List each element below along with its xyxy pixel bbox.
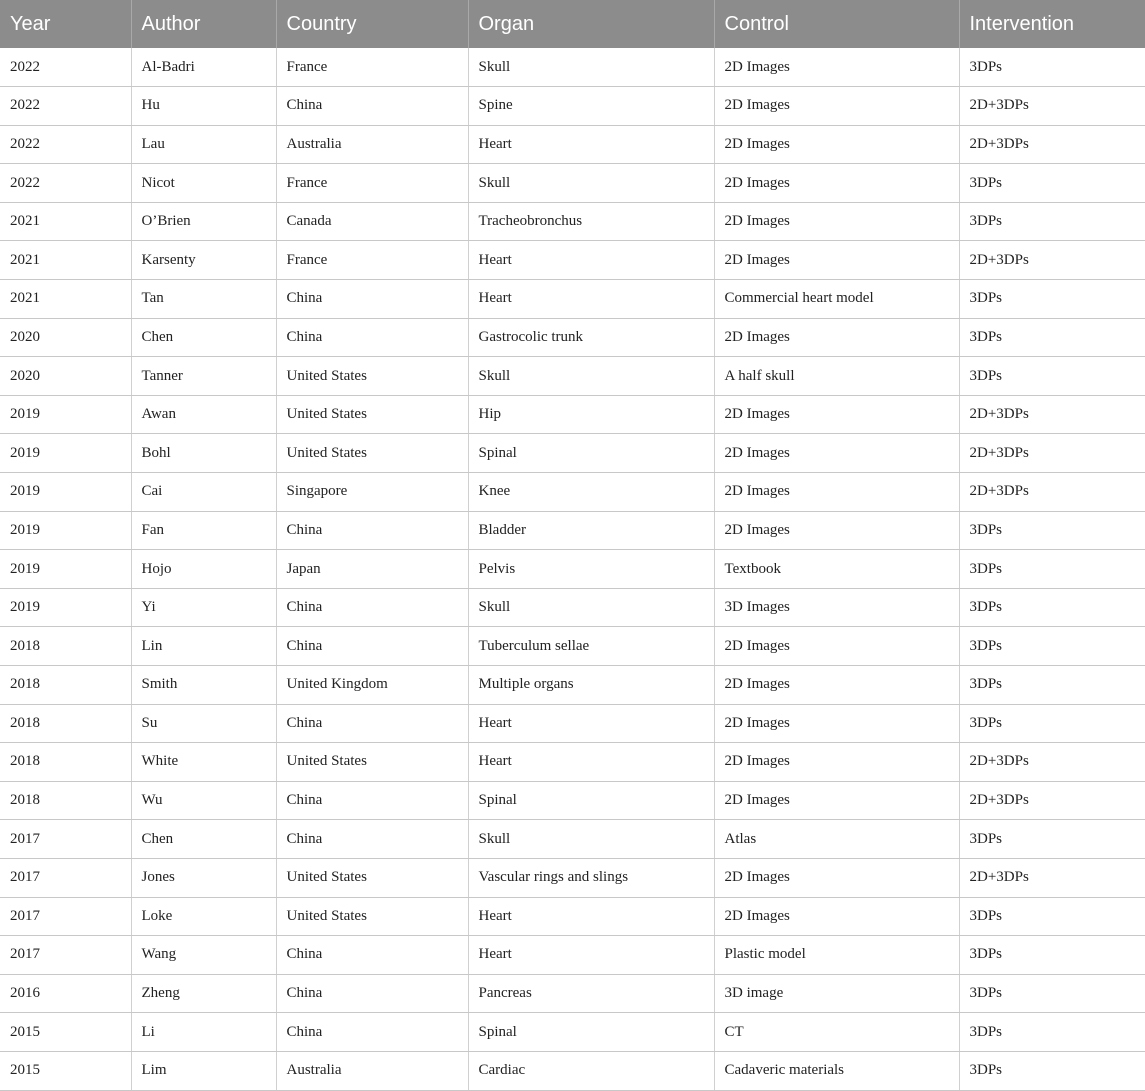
table-row (0, 1013, 1145, 1052)
table-row (0, 897, 1145, 936)
cell-intervention: 2D+3DPs (959, 434, 1145, 473)
cell-control: 2D Images (714, 781, 959, 820)
cell-control: Atlas (714, 820, 959, 859)
table-row (0, 666, 1145, 705)
cell-author: Wang (131, 936, 276, 975)
cell-intervention: 3DPs (959, 1013, 1145, 1052)
cell-author: Cai (131, 473, 276, 512)
cell-year: 2016 (0, 974, 131, 1013)
cell-organ: Skull (468, 48, 714, 87)
header-country: Country (276, 0, 468, 48)
cell-control: A half skull (714, 357, 959, 396)
cell-organ: Spine (468, 87, 714, 126)
cell-intervention: 3DPs (959, 588, 1145, 627)
table-row (0, 858, 1145, 897)
header-control: Control (714, 0, 959, 48)
table-row (0, 473, 1145, 512)
cell-intervention: 3DPs (959, 164, 1145, 203)
cell-organ: Bladder (468, 511, 714, 550)
cell-author: Karsenty (131, 241, 276, 280)
table-row (0, 550, 1145, 589)
cell-author: Bohl (131, 434, 276, 473)
table-row (0, 743, 1145, 782)
table-row (0, 164, 1145, 203)
cell-author: Jones (131, 858, 276, 897)
cell-organ: Skull (468, 588, 714, 627)
cell-intervention: 2D+3DPs (959, 858, 1145, 897)
cell-country: France (276, 48, 468, 87)
table-row (0, 1051, 1145, 1090)
cell-intervention: 2D+3DPs (959, 473, 1145, 512)
cell-year: 2018 (0, 627, 131, 666)
cell-intervention: 3DPs (959, 550, 1145, 589)
cell-organ: Cardiac (468, 1051, 714, 1090)
cell-year: 2018 (0, 666, 131, 705)
cell-country: Japan (276, 550, 468, 589)
cell-country: China (276, 704, 468, 743)
table-row (0, 434, 1145, 473)
cell-author: Chen (131, 318, 276, 357)
cell-author: Hu (131, 87, 276, 126)
cell-year: 2018 (0, 781, 131, 820)
cell-year: 2021 (0, 202, 131, 241)
cell-control: 2D Images (714, 666, 959, 705)
cell-country: United States (276, 434, 468, 473)
cell-intervention: 3DPs (959, 936, 1145, 975)
cell-year: 2019 (0, 434, 131, 473)
cell-organ: Spinal (468, 781, 714, 820)
cell-year: 2015 (0, 1051, 131, 1090)
cell-country: Singapore (276, 473, 468, 512)
cell-author: Lin (131, 627, 276, 666)
table-row (0, 125, 1145, 164)
cell-organ: Skull (468, 820, 714, 859)
table-body (0, 48, 1145, 1090)
cell-country: Canada (276, 202, 468, 241)
table-row (0, 395, 1145, 434)
cell-author: Nicot (131, 164, 276, 203)
cell-control: 2D Images (714, 395, 959, 434)
cell-intervention: 3DPs (959, 280, 1145, 319)
table-row (0, 820, 1145, 859)
cell-year: 2022 (0, 87, 131, 126)
table-row (0, 511, 1145, 550)
cell-author: Tan (131, 280, 276, 319)
cell-year: 2019 (0, 550, 131, 589)
cell-organ: Heart (468, 125, 714, 164)
table-header (0, 0, 1145, 48)
cell-intervention: 3DPs (959, 704, 1145, 743)
table-row (0, 781, 1145, 820)
header-intervention: Intervention (959, 0, 1145, 48)
cell-organ: Spinal (468, 1013, 714, 1052)
cell-author: Hojo (131, 550, 276, 589)
cell-organ: Hip (468, 395, 714, 434)
cell-intervention: 3DPs (959, 1051, 1145, 1090)
cell-control: 2D Images (714, 627, 959, 666)
cell-intervention: 2D+3DPs (959, 395, 1145, 434)
cell-country: China (276, 318, 468, 357)
table-row (0, 357, 1145, 396)
cell-country: United States (276, 897, 468, 936)
cell-control: 2D Images (714, 164, 959, 203)
cell-author: Al-Badri (131, 48, 276, 87)
cell-organ: Heart (468, 241, 714, 280)
cell-control: 2D Images (714, 473, 959, 512)
cell-organ: Skull (468, 164, 714, 203)
cell-organ: Gastrocolic trunk (468, 318, 714, 357)
cell-country: United States (276, 858, 468, 897)
cell-control: 2D Images (714, 87, 959, 126)
cell-organ: Pelvis (468, 550, 714, 589)
cell-country: China (276, 511, 468, 550)
header-row (0, 0, 1145, 48)
table-row (0, 202, 1145, 241)
cell-control: 2D Images (714, 434, 959, 473)
cell-year: 2021 (0, 280, 131, 319)
cell-intervention: 3DPs (959, 627, 1145, 666)
cell-country: China (276, 588, 468, 627)
table-row (0, 588, 1145, 627)
cell-organ: Heart (468, 743, 714, 782)
cell-control: 2D Images (714, 125, 959, 164)
cell-country: Australia (276, 125, 468, 164)
cell-year: 2020 (0, 318, 131, 357)
cell-country: China (276, 1013, 468, 1052)
cell-country: France (276, 241, 468, 280)
cell-country: United Kingdom (276, 666, 468, 705)
cell-country: United States (276, 395, 468, 434)
cell-organ: Skull (468, 357, 714, 396)
cell-control: 2D Images (714, 897, 959, 936)
table-row (0, 936, 1145, 975)
cell-country: China (276, 87, 468, 126)
header-year: Year (0, 0, 131, 48)
cell-year: 2019 (0, 395, 131, 434)
cell-year: 2020 (0, 357, 131, 396)
cell-country: China (276, 820, 468, 859)
cell-author: Su (131, 704, 276, 743)
table-row (0, 87, 1145, 126)
cell-country: China (276, 627, 468, 666)
cell-organ: Heart (468, 897, 714, 936)
cell-intervention: 3DPs (959, 48, 1145, 87)
cell-year: 2018 (0, 743, 131, 782)
cell-control: 2D Images (714, 241, 959, 280)
cell-author: O’Brien (131, 202, 276, 241)
header-author: Author (131, 0, 276, 48)
cell-year: 2017 (0, 858, 131, 897)
cell-intervention: 3DPs (959, 666, 1145, 705)
cell-intervention: 2D+3DPs (959, 781, 1145, 820)
cell-control: 2D Images (714, 48, 959, 87)
cell-author: Smith (131, 666, 276, 705)
cell-control: 3D image (714, 974, 959, 1013)
cell-author: Yi (131, 588, 276, 627)
cell-year: 2019 (0, 511, 131, 550)
header-organ: Organ (468, 0, 714, 48)
cell-country: China (276, 974, 468, 1013)
table-row (0, 627, 1145, 666)
cell-control: 2D Images (714, 704, 959, 743)
cell-organ: Heart (468, 704, 714, 743)
cell-year: 2017 (0, 936, 131, 975)
cell-intervention: 2D+3DPs (959, 743, 1145, 782)
cell-control: Plastic model (714, 936, 959, 975)
cell-control: Textbook (714, 550, 959, 589)
cell-intervention: 3DPs (959, 974, 1145, 1013)
cell-author: Awan (131, 395, 276, 434)
cell-intervention: 2D+3DPs (959, 241, 1145, 280)
cell-country: United States (276, 743, 468, 782)
cell-year: 2022 (0, 125, 131, 164)
cell-control: CT (714, 1013, 959, 1052)
cell-intervention: 2D+3DPs (959, 125, 1145, 164)
cell-organ: Knee (468, 473, 714, 512)
cell-country: France (276, 164, 468, 203)
cell-control: 3D Images (714, 588, 959, 627)
cell-intervention: 3DPs (959, 820, 1145, 859)
cell-control: 2D Images (714, 743, 959, 782)
cell-intervention: 3DPs (959, 318, 1145, 357)
cell-control: Cadaveric materials (714, 1051, 959, 1090)
table-row (0, 48, 1145, 87)
cell-country: China (276, 280, 468, 319)
cell-control: Commercial heart model (714, 280, 959, 319)
cell-country: China (276, 781, 468, 820)
cell-intervention: 3DPs (959, 511, 1145, 550)
cell-organ: Heart (468, 280, 714, 319)
cell-year: 2022 (0, 164, 131, 203)
table-row (0, 241, 1145, 280)
cell-year: 2017 (0, 820, 131, 859)
cell-year: 2019 (0, 588, 131, 627)
cell-country: United States (276, 357, 468, 396)
cell-organ: Tracheobronchus (468, 202, 714, 241)
cell-control: 2D Images (714, 202, 959, 241)
cell-year: 2015 (0, 1013, 131, 1052)
cell-author: Fan (131, 511, 276, 550)
table-row (0, 280, 1145, 319)
cell-control: 2D Images (714, 858, 959, 897)
cell-year: 2017 (0, 897, 131, 936)
cell-intervention: 2D+3DPs (959, 87, 1145, 126)
cell-author: Wu (131, 781, 276, 820)
cell-intervention: 3DPs (959, 357, 1145, 396)
cell-author: Chen (131, 820, 276, 859)
cell-control: 2D Images (714, 511, 959, 550)
cell-author: White (131, 743, 276, 782)
cell-author: Tanner (131, 357, 276, 396)
cell-organ: Heart (468, 936, 714, 975)
cell-organ: Spinal (468, 434, 714, 473)
cell-organ: Tuberculum sellae (468, 627, 714, 666)
cell-year: 2018 (0, 704, 131, 743)
cell-country: China (276, 936, 468, 975)
cell-organ: Multiple organs (468, 666, 714, 705)
cell-author: Lim (131, 1051, 276, 1090)
cell-intervention: 3DPs (959, 202, 1145, 241)
cell-year: 2019 (0, 473, 131, 512)
cell-year: 2022 (0, 48, 131, 87)
cell-control: 2D Images (714, 318, 959, 357)
cell-author: Lau (131, 125, 276, 164)
cell-organ: Pancreas (468, 974, 714, 1013)
cell-author: Li (131, 1013, 276, 1052)
table-row (0, 704, 1145, 743)
table-row (0, 318, 1145, 357)
cell-author: Zheng (131, 974, 276, 1013)
cell-author: Loke (131, 897, 276, 936)
table-row (0, 974, 1145, 1013)
cell-year: 2021 (0, 241, 131, 280)
cell-country: Australia (276, 1051, 468, 1090)
cell-organ: Vascular rings and slings (468, 858, 714, 897)
cell-intervention: 3DPs (959, 897, 1145, 936)
